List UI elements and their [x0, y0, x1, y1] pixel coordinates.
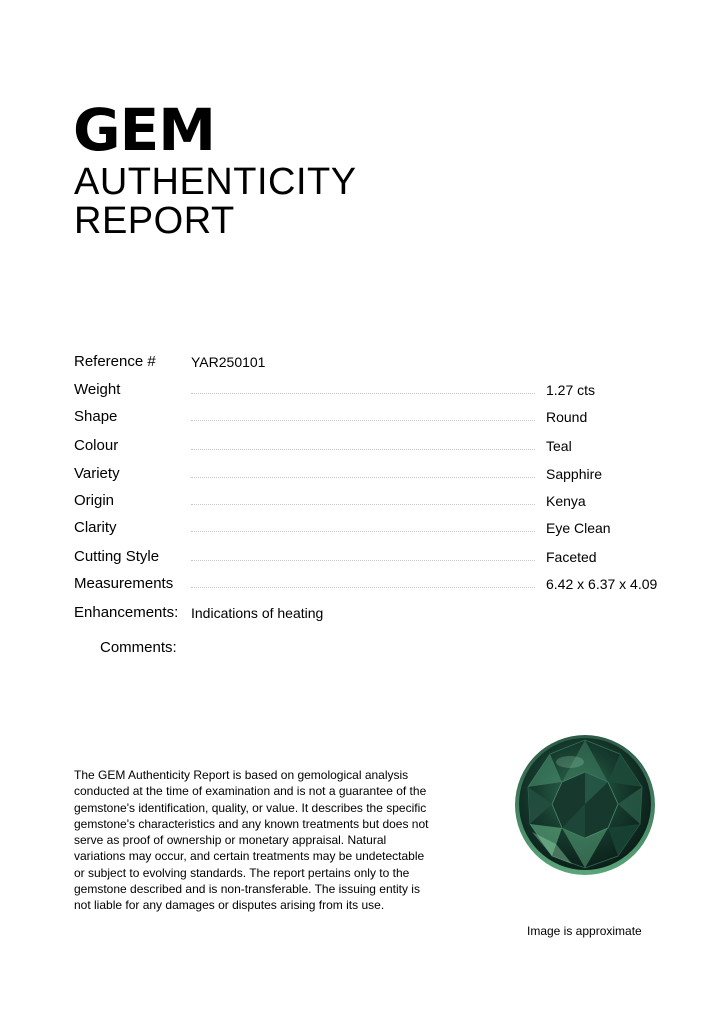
reference-label: Reference #	[74, 353, 156, 370]
spec-label: Origin	[74, 492, 115, 509]
enhancements-label: Enhancements:	[74, 604, 179, 621]
spec-row-measurements	[0, 574, 724, 596]
disclaimer-line: gemstone's identification, quality, or value. It describes the specific	[74, 800, 427, 815]
dotted-leader	[191, 393, 535, 394]
spec-row-shape	[0, 407, 724, 429]
disclaimer-text	[74, 767, 444, 914]
disclaimer-line: variations may occur, and certain treatments may be undetectable	[74, 849, 425, 864]
disclaimer-line: not liable for any damages or disputes arising from its use.	[74, 898, 385, 913]
spec-label: Cutting Style	[74, 548, 160, 565]
spec-value: 1.27 cts	[546, 382, 596, 398]
spec-label: Colour	[74, 437, 119, 454]
spec-value: 6.42 x 6.37 x 4.09	[546, 576, 658, 592]
dotted-leader	[191, 531, 535, 532]
spec-label: Shape	[74, 408, 118, 425]
spec-label: Weight	[74, 381, 121, 398]
disclaimer-line: conducted at the time of examination and is not a guarantee of the	[74, 784, 427, 799]
report-subtitle-line-1: AUTHENTICITY	[74, 161, 357, 203]
spec-row-colour	[0, 436, 724, 458]
spec-value: Teal	[546, 438, 572, 454]
enhancements-value: Indications of heating	[191, 605, 324, 621]
spec-label: Clarity	[74, 519, 117, 536]
spec-value: Kenya	[546, 493, 586, 509]
reference-row	[0, 352, 724, 374]
dotted-leader	[191, 477, 535, 478]
spec-label: Measurements	[74, 575, 174, 592]
spec-value: Round	[546, 409, 588, 425]
spec-row-weight	[0, 380, 724, 402]
spec-row-clarity	[0, 518, 724, 540]
gemstone-image	[512, 732, 658, 878]
reference-value: YAR250101	[191, 354, 266, 370]
comments-label: Comments:	[100, 639, 177, 656]
image-caption: Image is approximate	[527, 924, 642, 938]
disclaimer-line: gemstone's characteristics and any known treatments but does not	[74, 816, 429, 831]
report-subtitle-line-2: REPORT	[74, 200, 235, 242]
dotted-leader	[191, 587, 535, 588]
disclaimer-line: The GEM Authenticity Report is based on gemological analysis	[74, 768, 409, 782]
disclaimer-line: gemstone described and is non-transferable. The issuing entity is	[74, 882, 420, 897]
spec-label: Variety	[74, 465, 120, 482]
dotted-leader	[191, 560, 535, 561]
disclaimer-line: or subject to evolving standards. The report pertains only to the	[74, 865, 410, 880]
report-title: GEM	[73, 96, 215, 164]
disclaimer-line: serve as proof of ownership or monetary appraisal. Natural	[74, 833, 387, 848]
spec-row-variety	[0, 464, 724, 486]
dotted-leader	[191, 449, 535, 450]
spec-value: Eye Clean	[546, 520, 611, 536]
spec-row-cutting-style	[0, 547, 724, 569]
spec-row-origin	[0, 491, 724, 513]
spec-value: Faceted	[546, 549, 597, 565]
dotted-leader	[191, 420, 535, 421]
dotted-leader	[191, 504, 535, 505]
enhancements-row	[0, 603, 724, 625]
spec-value: Sapphire	[546, 466, 603, 482]
